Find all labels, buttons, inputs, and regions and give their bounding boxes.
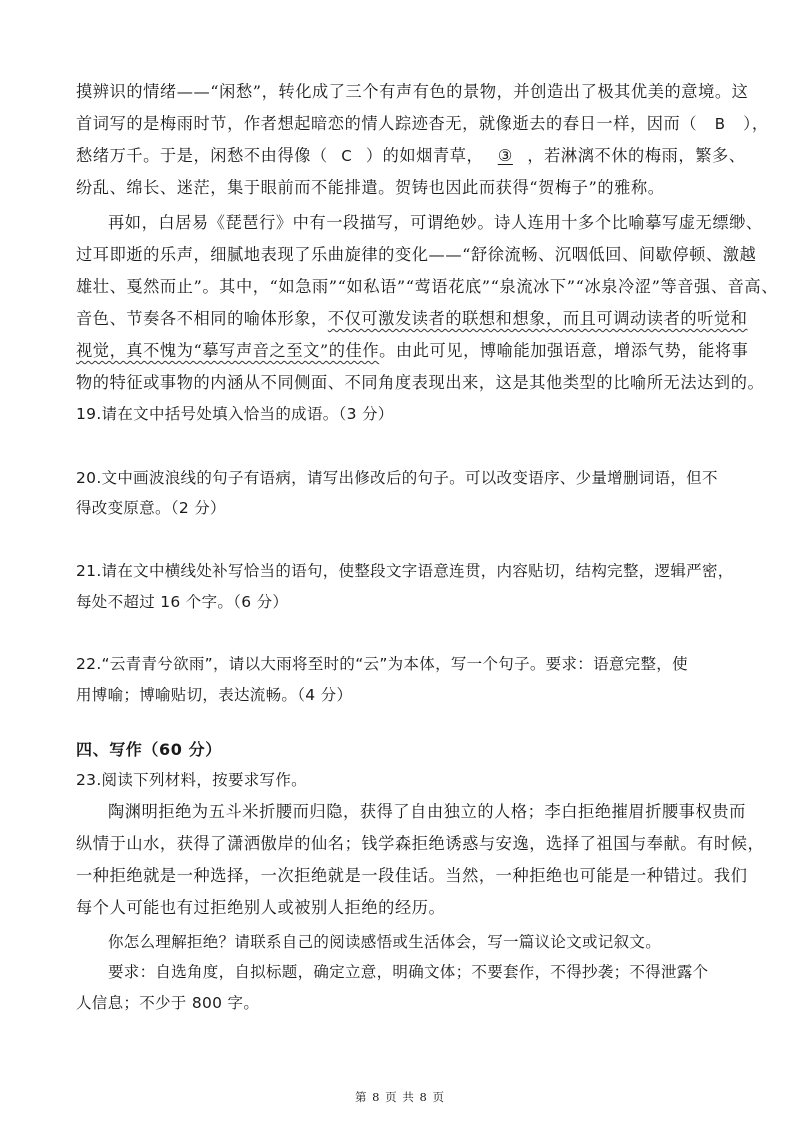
question-21: 21.请在文中横线处补写恰当的语句，使整段文字语意连贯，内容贴切，结构完整，逻辑严密， [76, 562, 734, 580]
question-19: 19.请在文中括号处填入恰当的成语。（3 分） [76, 405, 394, 423]
page-footer: 第 8 页 共 8 页 [355, 1090, 445, 1104]
passage-text: 首词写的是梅雨时节，作者想起暗恋的情人踪迹杳无，就像逝去的春日一样，因而（ [76, 114, 698, 133]
passage-text: 。由此可见，博喻能加强语意，增添气势，能将事 [379, 341, 749, 360]
passage-text: 音色、节奏各不相同的喻体形象， [76, 309, 328, 328]
material-line: 每个人可能也有过拒绝别人或被别人拒绝的经历。 [76, 898, 446, 917]
passage-line: 摸辨识的情绪——“闲愁”，转化成了三个有声有色的景物，并创造出了极其优美的意境。这 [76, 82, 749, 101]
section-heading: 四、写作（60 分） [76, 740, 222, 759]
fill-line-3: ③ [497, 146, 513, 165]
material-line: 一种拒绝就是一种选择，一次拒绝就是一段佳话。当然，一种拒绝也可能是一种错过。我们 [76, 866, 748, 885]
passage-line [76, 341, 749, 361]
question-20-cont: 得改变原意。（2 分） [76, 499, 226, 517]
passage-text: ，若淋漓不休的梅雨，繁多、 [527, 146, 746, 165]
prompt-line: 你怎么理解拒绝？请联系自己的阅读感悟或生活体会，写一篇议论文或记叙文。 [108, 933, 662, 951]
requirements-line: 要求：自选角度，自拟标题，确定立意，明确文体；不要套作，不得抄袭；不得泄露个 [108, 963, 709, 981]
question-22: 22.“云青青兮欲雨”，请以大雨将至时的“云”为本体，写一个句子。要求：语意完整，使 [76, 655, 688, 673]
passage-line: 过耳即逝的乐声，细腻地表现了乐曲旋律的变化——“舒徐流畅、沉咽低回、间歇停顿、激越 [76, 245, 757, 264]
passage-line: 雄壮、戛然而止”。其中，“如急雨”“如私语”“莺语花底”“泉流冰下”“冰泉冷涩”等音强、音高、 [76, 277, 778, 296]
wavy-underlined-sentence: 不仅可激发读者的联想和想象，而且可调动读者的听觉和 [327, 309, 748, 328]
answer-blank-c: C [341, 147, 353, 165]
passage-line: 纷乱、绵长、迷茫，集于眼前而不能排遣。贺铸也因此而获得“贺梅子”的雅称。 [76, 178, 665, 197]
question-22-cont: 用博喻；博喻贴切，表达流畅。（4 分） [76, 686, 353, 704]
question-20: 20.文中画波浪线的句子有语病，请写出修改后的句子。可以改变语序、少量增删词语，但不 [76, 469, 718, 487]
wavy-underlined-sentence: 视觉，真不愧为“摹写声音之至文”的佳作 [76, 341, 380, 360]
passage-line: 再如，白居易《琵琶行》中有一段描写，可谓绝妙。诗人连用十多个比喻摹写虚无缥缈、 [108, 213, 763, 232]
question-23: 23.阅读下列材料，按要求写作。 [76, 771, 307, 789]
answer-blank-b: B [714, 115, 726, 133]
question-21-cont: 每处不超过 16 个字。（6 分） [76, 593, 289, 611]
material-line: 纵情于山水，获得了潇洒傲岸的仙名；钱学森拒绝诱惑与安逸，选择了祖国与奉献。有时候， [76, 834, 765, 853]
passage-text: 愁绪万千。于是，闲愁不由得像（ [76, 146, 328, 165]
passage-line: 物的特征或事物的内涵从不同侧面、不同角度表现出来，这是其他类型的比喻所无法达到的。 [76, 373, 765, 392]
material-line: 陶渊明拒绝为五斗米折腰而归隐，获得了自由独立的人格；李白拒绝摧眉折腰事权贵而 [108, 802, 746, 821]
requirements-line: 人信息；不少于 800 字。 [76, 994, 260, 1012]
passage-text: ）的如烟青草， [365, 146, 484, 165]
passage-line [76, 114, 769, 134]
passage-line [76, 309, 748, 329]
passage-text: ）， [743, 114, 769, 133]
passage-line [76, 146, 746, 166]
